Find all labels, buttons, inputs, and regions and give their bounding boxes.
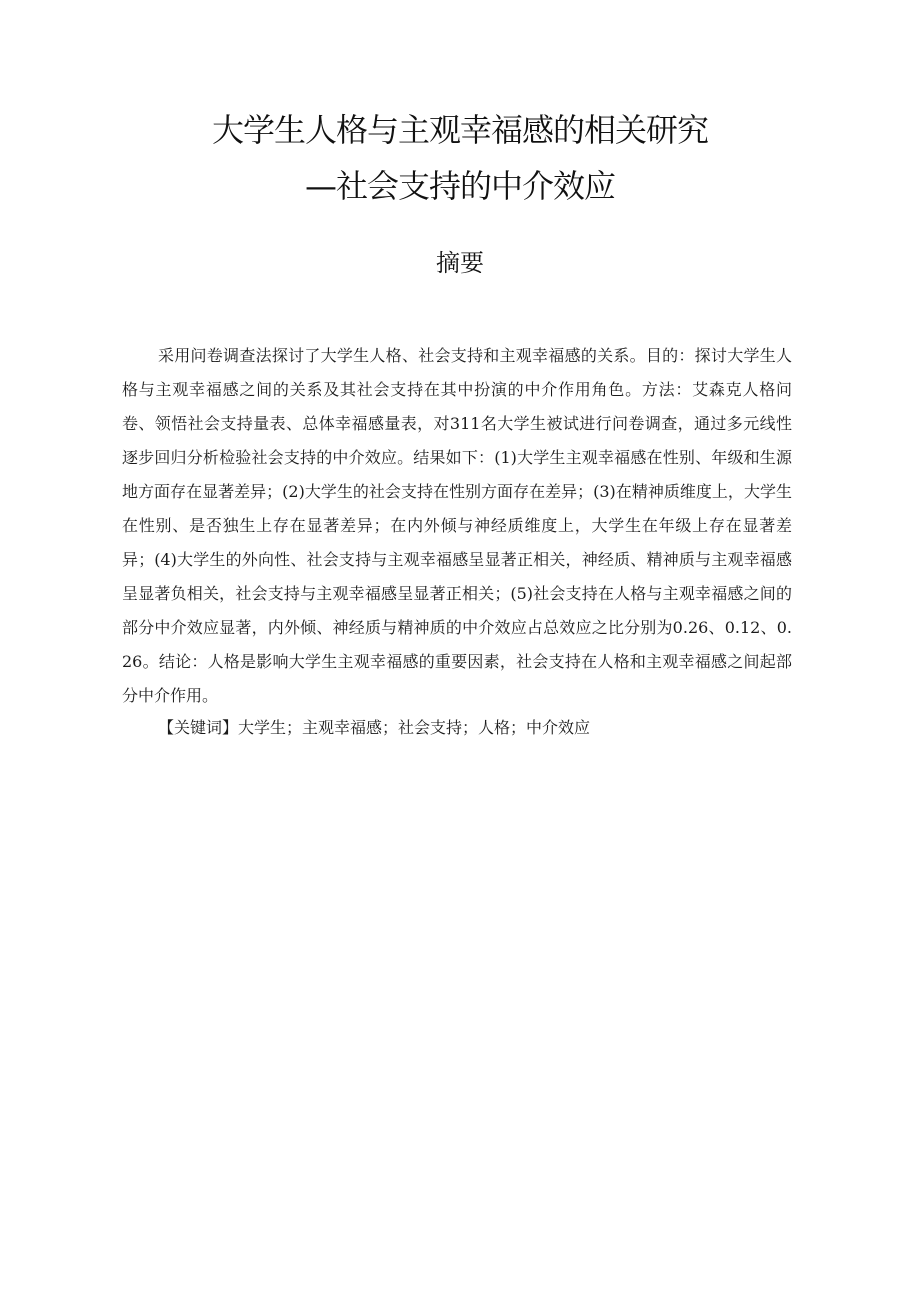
title-line-2: —社会支持的中介效应 [304, 167, 615, 205]
abstract-heading: 摘要 [436, 249, 484, 277]
title-line-1: 大学生人格与主观幸福感的相关研究 [211, 111, 708, 149]
keywords: 【关键词】大学生；主观幸福感；社会支持；人格；中介效应 [158, 718, 591, 737]
abstract-body: 采用问卷调查法探讨了大学生人格、社会支持和主观幸福感的关系。目的：探讨大学生人格与主观幸福感之间的关系及其社会支持在其中扮演的中介作用角色。方法：艾森克人格问卷、领悟社会支持量表、总体幸福感量表，对311名大学生被试进行问卷调查，通过多元线性逐步回归分析检验社会支持的中介效应。结果如下：(1)大学生主观幸福感在性别、年级和生源地方面存在显著差异；(2)大学生的社会支持在性别方面存在差异；(3)在精神质维度上，大学生在性别、是否独生上存在显著差异；在内外倾与神经质维度上，大学生在年级上存在显著差异；(4)大学生的外向性、社会支持与主观幸福感呈显著正相关，神经质、精神质与主观幸福感呈显著负相关，社会支持与主观幸福感呈显著正相关；(5)社会支持在人格与主观幸福感之间的部分中介效应显著，内外倾、神经质与精神质的中介效应占总效应之比分别为0.26、0.12、0.26。结论：人格是影响大学生主观幸福感的重要因素，社会支持在人格和主观幸福感之间起部分中介作用。 [122, 346, 792, 705]
